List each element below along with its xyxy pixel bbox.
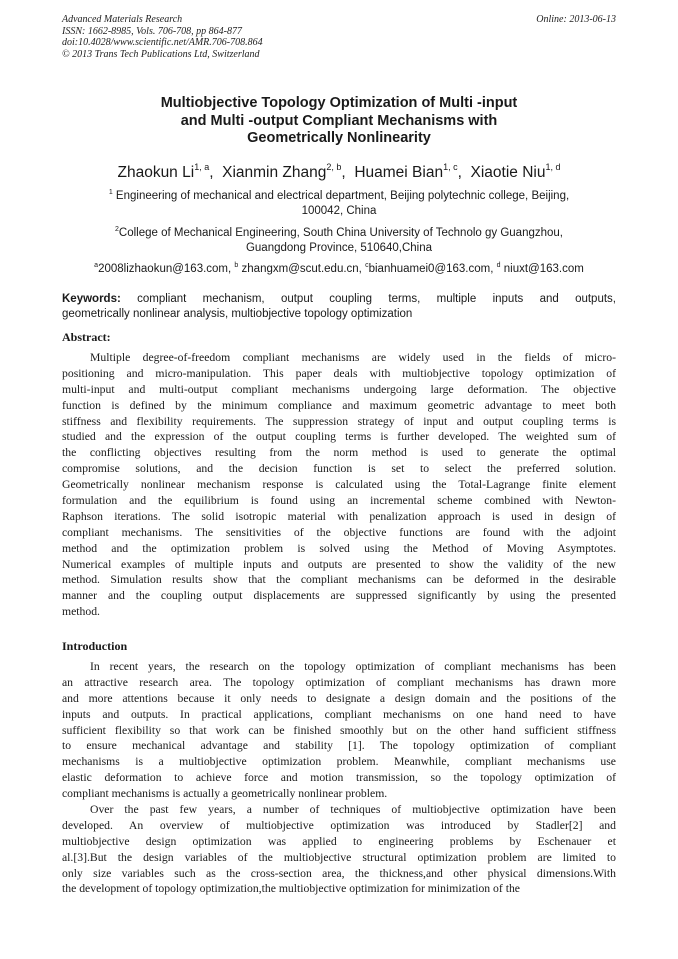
abstract-line: manner and the coupling output displacements are suppressed significantly by using the presented bbox=[62, 589, 616, 603]
introduction-line: to ensure mechanical advantage and stability [1]. The topology optimization of compliant bbox=[62, 739, 616, 753]
email-link[interactable]: zhangxm@scut.edu.cn, bbox=[241, 263, 362, 275]
affiliation-1 bbox=[62, 185, 616, 219]
abstract-line: method. bbox=[62, 605, 100, 619]
abstract-line: compliant mechanisms. The sensitivities of the objective functions are found with the adjoint bbox=[62, 525, 616, 539]
keywords-label: Keywords: bbox=[62, 293, 121, 305]
affiliation-2 bbox=[62, 222, 616, 256]
author-affil-mark: 1, c bbox=[443, 162, 458, 172]
email-link[interactable]: bianhuamei0@163.com, bbox=[368, 263, 494, 275]
author-affil-mark: 1, d bbox=[545, 162, 561, 172]
author-list: Zhaokun Li$^{1, a}$, Xianmin Zhang$^{2, b}$, Huamei Bian$^{1, c}$, Xiaotie Niu$^{1, d}$ bbox=[117, 162, 561, 181]
copyright-line: © 2013 Trans Tech Publications Ltd, Switzerland bbox=[62, 48, 260, 60]
abstract-line: function is defined by the minimum compliance and maximum geometric advantage to meet both bbox=[62, 398, 616, 412]
email-mark: a bbox=[94, 262, 99, 269]
introduction-line: multiobjective design optimization was applied to engineering problems by Eschenauer et bbox=[62, 834, 616, 848]
affil-mark: 1 bbox=[108, 189, 113, 196]
author-name: Zhaokun Li bbox=[117, 164, 195, 181]
abstract-line: method. Simulation results show that the compliant mechanisms can be deformed in the desirable bbox=[62, 573, 616, 587]
author-emails bbox=[62, 258, 616, 277]
abstract-line: formulation and the equilibrium is found using an incremental scheme combined with Newton- bbox=[62, 494, 616, 508]
author-affil-mark: 2, b bbox=[326, 162, 342, 172]
abstract-line: Geometrically nonlinear mechanism response is calculated using the Total-Lagrange finite element bbox=[62, 478, 616, 492]
abstract-line: positioning and micro-manipulation. This paper deals with multiobjective topology optimization of bbox=[62, 366, 616, 380]
introduction-line: mechanisms is a multiobjective optimization problem. Meanwhile, compliant mechanisms use bbox=[62, 755, 616, 769]
email-mark: c bbox=[365, 262, 369, 269]
title-line-1: Multiobjective Topology Optimization of Multi -input bbox=[160, 95, 518, 111]
introduction-line: elastic deformation to achieve force and motion transmission, so the topology optimization of bbox=[62, 771, 616, 785]
email-link[interactable]: 2008lizhaokun@163.com, bbox=[98, 263, 232, 275]
email-mark: d bbox=[496, 262, 501, 269]
paper-title bbox=[62, 95, 616, 148]
introduction-heading: Introduction bbox=[62, 639, 128, 653]
introduction-line: In recent years, the research on the topology optimization of compliant mechanisms has been bbox=[90, 660, 616, 673]
affil-2-line-1: College of Mechanical Engineering, South China University of Technolo gy Guangzhou, bbox=[118, 227, 563, 239]
introduction-line: only size variables such as the cross-section area, the thickness,and other physical dimensions.With bbox=[62, 866, 616, 880]
keywords-line-1: compliant mechanism, output coupling terms, multiple inputs and outputs, bbox=[137, 293, 616, 305]
abstract-body bbox=[62, 350, 616, 620]
introduction-line: compliant mechanisms is actually a geometrically nonlinear problem. bbox=[62, 787, 388, 801]
abstract-line: method and the optimization problem is solved using the Method of Moving Asymptotes. bbox=[62, 541, 616, 555]
author-name: Xianmin Zhang bbox=[222, 164, 327, 181]
title-line-2: and Multi -output Compliant Mechanisms with bbox=[180, 112, 498, 129]
affil-1-line-1: Engineering of mechanical and electrical department, Beijing polytechnic college, Beijing, bbox=[115, 190, 570, 202]
abstract-line: studied and the expression of the output coupling terms is further developed. The weighted sum of bbox=[62, 430, 616, 444]
abstract-line: Multiple degree-of-freedom compliant mechanisms are widely used in the fields of micro- bbox=[90, 351, 616, 364]
affil-2-line-2: Guangdong Province, 510640,China bbox=[245, 242, 433, 254]
abstract-line: Numerical examples of multiple inputs and outputs are presented to show the validity of the new bbox=[62, 557, 616, 571]
introduction-line: and more attentions because it only needs to designate a design domain and the positions of the bbox=[62, 691, 616, 705]
keywords-block bbox=[62, 292, 616, 322]
introduction-line: an attractive research area. The topology optimization of compliant mechanisms has drawn more bbox=[62, 675, 616, 689]
introduction-line: the development of topology optimization,the multiobjective optimization for minimization of the bbox=[62, 882, 520, 896]
abstract-line: the conflicting objectives resulting from the norm method is used to generate the optimal bbox=[62, 446, 616, 460]
online-date: Online: 2013-06-13 bbox=[536, 14, 616, 25]
doi-line: doi:10.4028/www.scientific.net/AMR.706-708.864 bbox=[62, 37, 263, 48]
abstract-line: compromise solutions, and the decision function is set to select the preferred solution. bbox=[62, 462, 616, 476]
title-line-3: Geometrically Nonlinearity bbox=[247, 130, 431, 146]
email-link[interactable]: niuxt@163.com bbox=[503, 263, 584, 275]
abstract-line: multi-input and multi-output compliant mechanisms undergoing large deformation. The objective bbox=[62, 382, 616, 396]
email-mark: b bbox=[234, 262, 239, 269]
introduction-line: inputs and outputs. In practical applications, compliant mechanisms on one hand need to have bbox=[62, 707, 616, 721]
introduction-line: Over the past few years, a number of techniques of multiobjective optimization have been bbox=[90, 803, 616, 817]
introduction-line: al.[3].But the design variables of the multiobjective structural optimization problem are limited to bbox=[62, 850, 616, 864]
author-name: Huamei Bian bbox=[354, 164, 444, 181]
introduction-line: sufficient flexibility so that work can be finished smoothly but on the other hand sufficient stiffness bbox=[62, 723, 616, 737]
abstract-line: stiffness and flexibility requirements. The suppression strategy of input and output coupling terms is bbox=[62, 414, 616, 428]
abstract-heading: Abstract: bbox=[62, 330, 111, 344]
author-affil-mark: 1, a bbox=[194, 162, 210, 172]
introduction-line: developed. An overview of multiobjective optimization was introduced by Stadler[2] and bbox=[62, 818, 616, 832]
author-name: Xiaotie Niu bbox=[470, 164, 546, 181]
issn-line: ISSN: 1662-8985, Vols. 706-708, pp 864-877 bbox=[62, 25, 242, 37]
journal-header bbox=[62, 14, 616, 60]
introduction-body bbox=[62, 659, 616, 897]
abstract-line: Raphson iterations. The solid isotropic material with penalization approach is used in design of bbox=[62, 509, 616, 523]
affil-1-line-2: 100042, China bbox=[301, 205, 377, 217]
keywords-line-2: geometrically nonlinear analysis, multiobjective topology optimization bbox=[62, 308, 413, 320]
journal-name: Advanced Materials Research bbox=[62, 14, 183, 25]
affil-mark: 2 bbox=[115, 226, 119, 233]
